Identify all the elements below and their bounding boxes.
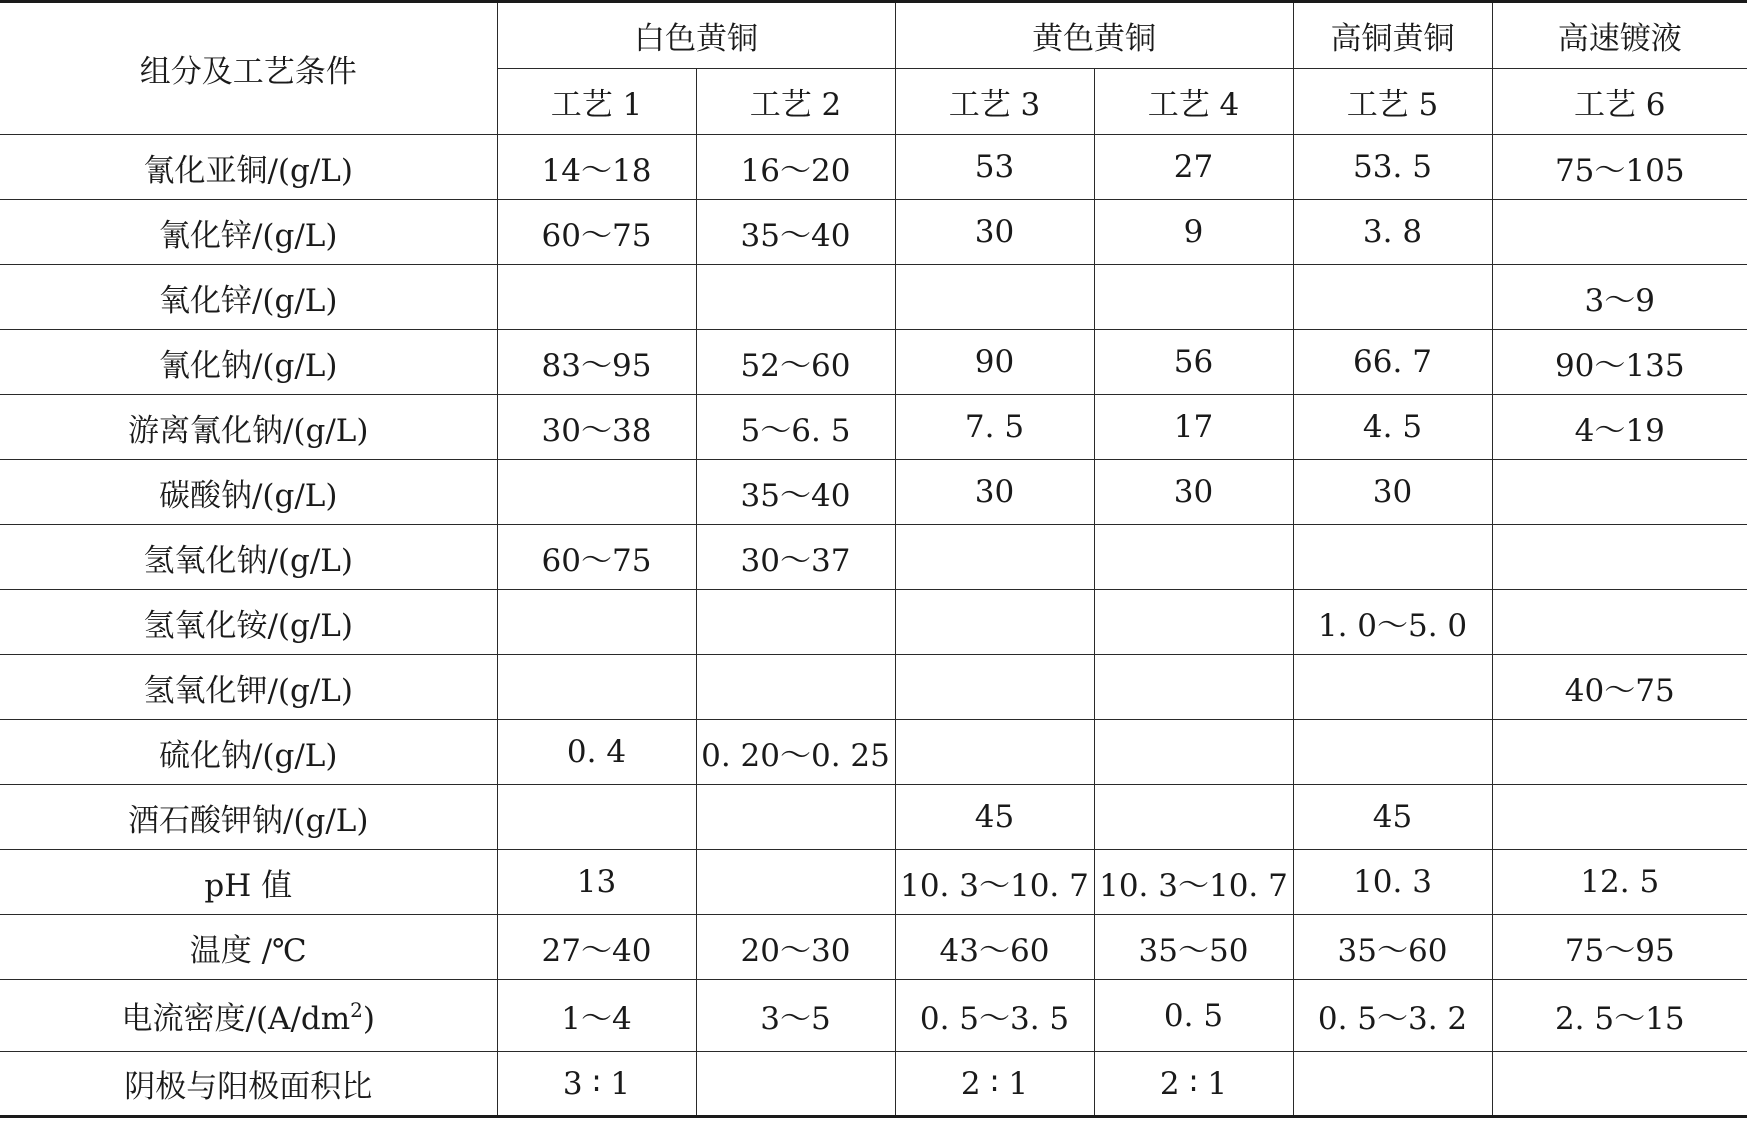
- table-cell: [1094, 525, 1293, 590]
- table-cell: [895, 720, 1094, 785]
- table-cell: 35～50: [1094, 915, 1293, 980]
- process-header: 工艺 6: [1492, 69, 1747, 135]
- table-cell: 30: [1094, 460, 1293, 525]
- table-cell: 3～9: [1492, 265, 1747, 330]
- table-cell: 20～30: [696, 915, 895, 980]
- row-label-superscript: 2: [350, 998, 363, 1022]
- table-cell: 1. 0～5. 0: [1293, 590, 1492, 655]
- table-cell: 4. 5: [1293, 395, 1492, 460]
- table-cell: 3. 8: [1293, 200, 1492, 265]
- table-cell: [1094, 590, 1293, 655]
- table-cell: [1293, 1052, 1492, 1117]
- row-label: 阴极与阳极面积比: [0, 1052, 497, 1117]
- table-cell: 35～60: [1293, 915, 1492, 980]
- table-cell: 10. 3～10. 7: [895, 850, 1094, 915]
- table-cell: 0. 5: [1094, 980, 1293, 1052]
- table-row: [0, 655, 1747, 720]
- table-cell: [895, 525, 1094, 590]
- table-cell: [1293, 525, 1492, 590]
- table-row: [0, 200, 1747, 265]
- table-cell: [1492, 460, 1747, 525]
- table-cell: 7. 5: [895, 395, 1094, 460]
- row-label: 氢氧化钾/(g/L): [0, 655, 497, 720]
- table-cell: 2 ∶ 1: [895, 1052, 1094, 1117]
- table-cell: [497, 460, 696, 525]
- table-cell: [696, 265, 895, 330]
- table-cell: 3～5: [696, 980, 895, 1052]
- process-header: 工艺 2: [696, 69, 895, 135]
- row-label-suffix: ): [362, 1001, 375, 1037]
- group-header-high-copper-brass: 高铜黄铜: [1293, 2, 1492, 69]
- table-row: [0, 720, 1747, 785]
- table-cell: 0. 20～0. 25: [696, 720, 895, 785]
- table-row: [0, 785, 1747, 850]
- table-cell: [1492, 590, 1747, 655]
- table-cell: 83～95: [497, 330, 696, 395]
- table-cell: [1492, 525, 1747, 590]
- table-cell: 90: [895, 330, 1094, 395]
- table-cell: 52～60: [696, 330, 895, 395]
- table-cell: 66. 7: [1293, 330, 1492, 395]
- table-cell: 30～38: [497, 395, 696, 460]
- table-cell: 5～6. 5: [696, 395, 895, 460]
- table-row: [0, 1052, 1747, 1117]
- table-cell: 10. 3: [1293, 850, 1492, 915]
- table-cell: 17: [1094, 395, 1293, 460]
- header-corner: 组分及工艺条件: [0, 2, 497, 135]
- row-label-text: 电流密度/(A/dm: [121, 1001, 351, 1037]
- table-cell: 14～18: [497, 135, 696, 200]
- table-cell: [696, 655, 895, 720]
- table-row: [0, 330, 1747, 395]
- table-cell: 0. 5～3. 2: [1293, 980, 1492, 1052]
- table-header: [0, 2, 1747, 135]
- table-cell: 2. 5～15: [1492, 980, 1747, 1052]
- table-cell: 60～75: [497, 525, 696, 590]
- row-label: [0, 980, 497, 1052]
- table-cell: 43～60: [895, 915, 1094, 980]
- table-row: [0, 590, 1747, 655]
- table-cell: [1293, 655, 1492, 720]
- row-label: 氢氧化铵/(g/L): [0, 590, 497, 655]
- table-row: [0, 460, 1747, 525]
- row-label: 氰化锌/(g/L): [0, 200, 497, 265]
- table-row: [0, 525, 1747, 590]
- table-cell: [1492, 1052, 1747, 1117]
- table-cell: [1094, 785, 1293, 850]
- header-row-groups: [0, 2, 1747, 69]
- table-cell: 10. 3～10. 7: [1094, 850, 1293, 915]
- table-cell: 1～4: [497, 980, 696, 1052]
- table-cell: 75～105: [1492, 135, 1747, 200]
- table-cell: 4～19: [1492, 395, 1747, 460]
- table-row: [0, 850, 1747, 915]
- table-cell: 2 ∶ 1: [1094, 1052, 1293, 1117]
- row-label: 酒石酸钾钠/(g/L): [0, 785, 497, 850]
- table-cell: 12. 5: [1492, 850, 1747, 915]
- row-label: 游离氰化钠/(g/L): [0, 395, 497, 460]
- table-cell: [497, 590, 696, 655]
- process-header: 工艺 1: [497, 69, 696, 135]
- process-header: 工艺 4: [1094, 69, 1293, 135]
- table-cell: 30～37: [696, 525, 895, 590]
- group-header-high-speed-bath: 高速镀液: [1492, 2, 1747, 69]
- table-cell: 35～40: [696, 460, 895, 525]
- table-cell: 75～95: [1492, 915, 1747, 980]
- table-cell: 30: [1293, 460, 1492, 525]
- table-cell: [895, 590, 1094, 655]
- table-cell: 53: [895, 135, 1094, 200]
- row-label: 氧化锌/(g/L): [0, 265, 497, 330]
- table-cell: [1293, 265, 1492, 330]
- table-cell: 90～135: [1492, 330, 1747, 395]
- row-label: pH 值: [0, 850, 497, 915]
- table-cell: [696, 850, 895, 915]
- table-cell: [1492, 200, 1747, 265]
- table-cell: 27: [1094, 135, 1293, 200]
- table-cell: [895, 265, 1094, 330]
- table-cell: 45: [895, 785, 1094, 850]
- table-cell: 30: [895, 460, 1094, 525]
- table-cell: 35～40: [696, 200, 895, 265]
- row-label: 硫化钠/(g/L): [0, 720, 497, 785]
- row-label: 氢氧化钠/(g/L): [0, 525, 497, 590]
- table-cell: 40～75: [1492, 655, 1747, 720]
- table-cell: 45: [1293, 785, 1492, 850]
- table-row: [0, 915, 1747, 980]
- row-label: 温度 /℃: [0, 915, 497, 980]
- table-cell: 30: [895, 200, 1094, 265]
- group-header-yellow-brass: 黄色黄铜: [895, 2, 1293, 69]
- table-cell: 56: [1094, 330, 1293, 395]
- row-label: 氰化钠/(g/L): [0, 330, 497, 395]
- row-label: 碳酸钠/(g/L): [0, 460, 497, 525]
- table-row: [0, 395, 1747, 460]
- table-cell: 53. 5: [1293, 135, 1492, 200]
- table-cell: 0. 4: [497, 720, 696, 785]
- table-cell: [497, 265, 696, 330]
- table-cell: 16～20: [696, 135, 895, 200]
- table-cell: [696, 590, 895, 655]
- table-cell: [696, 1052, 895, 1117]
- table-cell: 3 ∶ 1: [497, 1052, 696, 1117]
- group-header-white-brass: 白色黄铜: [497, 2, 895, 69]
- table-cell: [1293, 720, 1492, 785]
- table-cell: 0. 5～3. 5: [895, 980, 1094, 1052]
- table-cell: 13: [497, 850, 696, 915]
- table-cell: [1094, 655, 1293, 720]
- table-cell: 60～75: [497, 200, 696, 265]
- table-cell: [497, 785, 696, 850]
- table-row: [0, 265, 1747, 330]
- process-header: 工艺 3: [895, 69, 1094, 135]
- table-row: [0, 980, 1747, 1052]
- table-cell: [1492, 720, 1747, 785]
- process-header: 工艺 5: [1293, 69, 1492, 135]
- table-row: [0, 135, 1747, 200]
- table-cell: [497, 655, 696, 720]
- table-cell: 27～40: [497, 915, 696, 980]
- table-cell: 9: [1094, 200, 1293, 265]
- table-cell: [1492, 785, 1747, 850]
- table-cell: [895, 655, 1094, 720]
- table-cell: [1094, 720, 1293, 785]
- row-label: 氰化亚铜/(g/L): [0, 135, 497, 200]
- table-cell: [696, 785, 895, 850]
- table-body: [0, 135, 1747, 1117]
- table-cell: [1094, 265, 1293, 330]
